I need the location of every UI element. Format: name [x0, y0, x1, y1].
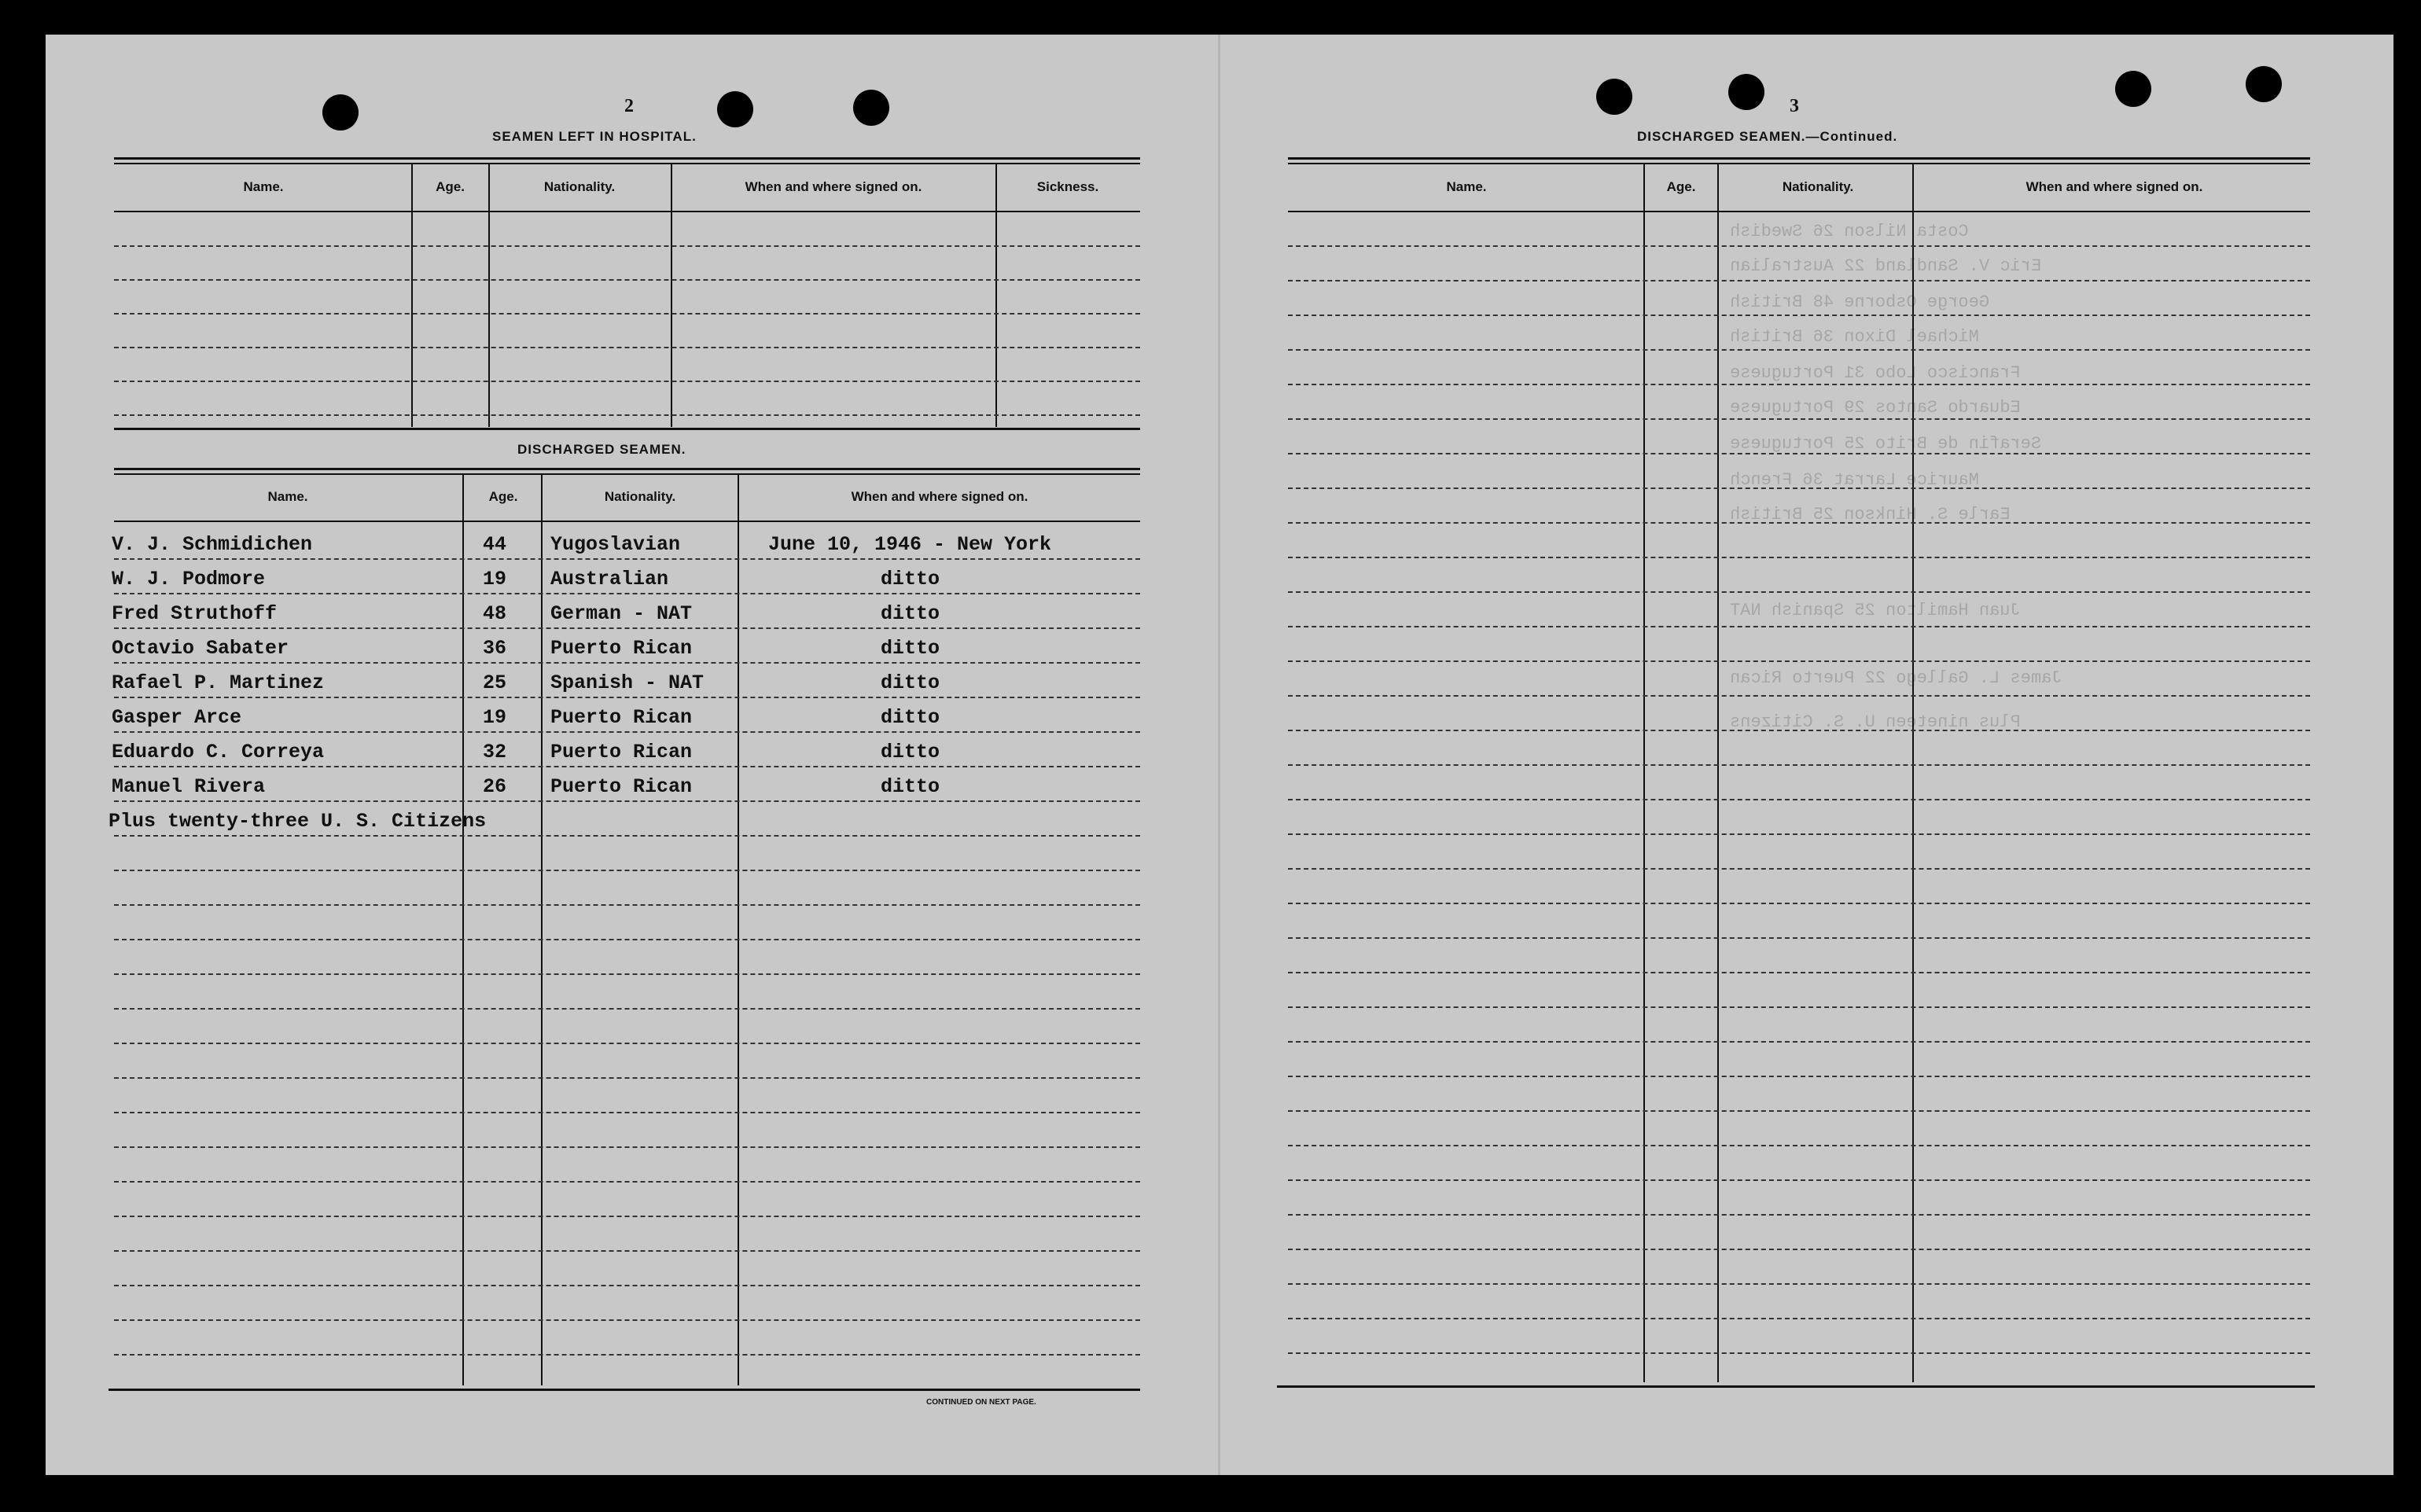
page-number: 3 [1790, 96, 1799, 116]
punch-hole [2115, 71, 2151, 107]
discharged-row-line [114, 939, 1140, 940]
right-header-name: Name. [1446, 179, 1487, 194]
right-row-line [1288, 1214, 2310, 1216]
seaman-signed-on: June 10, 1946 - New York [768, 533, 1052, 556]
seaman-age: 25 [483, 671, 507, 694]
punch-hole [322, 94, 359, 131]
right-row-line [1288, 487, 2310, 489]
bleed-through: Michael Dixon 36 British [1730, 327, 1979, 347]
hospital-col-divider [995, 163, 997, 427]
right-row-line [1288, 730, 2310, 731]
hospital-row-line [114, 381, 1140, 382]
seaman-signed-on: ditto [881, 602, 940, 625]
discharged-table-top-rule [114, 468, 1140, 470]
right-row-line [1288, 833, 2310, 835]
seaman-name: Manuel Rivera [112, 775, 266, 798]
seaman-signed-on: ditto [881, 741, 940, 763]
punch-hole [853, 90, 889, 126]
hospital-table-top-rule-2 [114, 163, 1140, 164]
discharged-header-rule [114, 521, 1140, 522]
discharged-row-line [114, 835, 1140, 837]
right-header-signed-on: When and where signed on. [2025, 179, 2203, 194]
right-row-line [1288, 1041, 2310, 1043]
discharged-row-line [114, 1216, 1140, 1217]
discharged-row-line [114, 558, 1140, 560]
right-header-age: Age. [1666, 179, 1696, 194]
discharged-row-line [114, 1354, 1140, 1356]
right-row-line [1288, 626, 2310, 627]
punch-hole [1728, 74, 1764, 110]
plus-citizens-note: Plus twenty-three U. S. Citizens [109, 810, 487, 833]
bleed-through: Serafin de Brito 25 Portuguese [1730, 434, 2042, 454]
discharged-row-line [114, 1146, 1140, 1148]
discharged-row-line [114, 1181, 1140, 1183]
seaman-name: W. J. Podmore [112, 568, 266, 590]
seaman-nationality: Puerto Rican [550, 637, 693, 660]
hospital-header-nationality: Nationality. [543, 179, 616, 194]
discharged-header-signed-on: When and where signed on. [851, 489, 1028, 504]
bleed-through: Eduardo Santos 29 Portuguese [1730, 398, 2021, 418]
right-row-line [1288, 280, 2310, 281]
seaman-signed-on: ditto [881, 637, 940, 660]
hospital-table-top-rule [114, 157, 1140, 160]
seaman-name: Octavio Sabater [112, 637, 289, 660]
seaman-nationality: German - NAT [550, 602, 693, 625]
seaman-nationality: Australian [550, 568, 669, 590]
right-row-line [1288, 1145, 2310, 1146]
seaman-name: Gasper Arce [112, 706, 242, 729]
bleed-through: Juan Hamilton 25 Spanish NAT [1730, 601, 2021, 620]
right-row-line [1288, 591, 2310, 593]
right-row-line [1288, 1076, 2310, 1077]
right-row-line [1288, 418, 2310, 420]
right-row-line [1288, 1006, 2310, 1008]
hospital-row-line [114, 245, 1140, 247]
seaman-nationality: Yugoslavian [550, 533, 681, 556]
discharged-header-age: Age. [488, 489, 518, 504]
right-row-line [1288, 695, 2310, 697]
page-number: 2 [624, 96, 634, 116]
hospital-col-divider [488, 163, 490, 427]
seaman-age: 44 [483, 533, 507, 556]
right-row-line [1288, 349, 2310, 351]
right-row-line [1288, 1249, 2310, 1250]
discharged-row-line [114, 766, 1140, 767]
hospital-header-rule [114, 211, 1140, 212]
discharged-header-name: Name. [267, 489, 308, 504]
seaman-signed-on: ditto [881, 568, 940, 590]
discharged-row-line [114, 1112, 1140, 1113]
seaman-nationality: Spanish - NAT [550, 671, 705, 694]
discharged-row-line [114, 1319, 1140, 1321]
right-row-line [1288, 315, 2310, 316]
seaman-name: Eduardo C. Correya [112, 741, 325, 763]
discharged-row-line [114, 627, 1140, 629]
right-col-divider [1643, 163, 1645, 1382]
bleed-through: Plus nineteen U. S. Citizens [1730, 712, 2021, 732]
seaman-name: Rafael P. Martinez [112, 671, 325, 694]
discharged-row-line [114, 1250, 1140, 1252]
hospital-col-divider [411, 163, 413, 427]
bleed-through: Earle S. Hinkson 25 British [1730, 505, 2011, 524]
seaman-name: Fred Struthoff [112, 602, 278, 625]
discharged-row-line [114, 662, 1140, 664]
hospital-row-line [114, 347, 1140, 348]
bleed-through: James L. Gallego 22 Puerto Rican [1730, 668, 2062, 688]
right-row-line [1288, 868, 2310, 870]
right-row-line [1288, 660, 2310, 662]
right-row-line [1288, 903, 2310, 904]
seaman-age: 26 [483, 775, 507, 798]
right-header-rule [1288, 211, 2310, 212]
right-table-bottom-rule [1277, 1385, 2315, 1388]
hospital-header-sickness: Sickness. [1036, 179, 1099, 194]
right-row-line [1288, 799, 2310, 800]
right-table-top-rule [1288, 157, 2310, 160]
discharged-row-line [114, 1285, 1140, 1286]
seaman-age: 19 [483, 706, 507, 729]
hospital-row-line [114, 414, 1140, 416]
seaman-age: 32 [483, 741, 507, 763]
hospital-section-title: SEAMEN LEFT IN HOSPITAL. [492, 129, 697, 144]
discharged-header-nationality: Nationality. [604, 489, 676, 504]
punch-hole [2246, 66, 2282, 102]
discharged-row-line [114, 731, 1140, 733]
discharged-row-line [114, 697, 1140, 698]
right-row-line [1288, 245, 2310, 247]
right-table-top-rule-2 [1288, 163, 2310, 164]
discharged-row-line [114, 800, 1140, 802]
continued-footer: CONTINUED ON NEXT PAGE. [926, 1398, 1036, 1407]
seaman-age: 48 [483, 602, 507, 625]
seaman-signed-on: ditto [881, 671, 940, 694]
bleed-through: Francisco Lobo 31 Portuguese [1730, 363, 2021, 383]
discharged-row-line [114, 1077, 1140, 1079]
discharged-col-divider [738, 473, 739, 1385]
right-row-line [1288, 937, 2310, 939]
hospital-row-line [114, 313, 1140, 315]
right-row-line [1288, 522, 2310, 524]
right-row-line [1288, 1179, 2310, 1181]
right-row-line [1288, 764, 2310, 766]
bleed-through: Eric V. Sandland 22 Australian [1730, 256, 2042, 276]
hospital-header-name: Name. [243, 179, 284, 194]
hospital-header-signed-on: When and where signed on. [745, 179, 922, 194]
seaman-signed-on: ditto [881, 706, 940, 729]
right-row-line [1288, 1110, 2310, 1112]
punch-hole [1596, 79, 1632, 115]
right-page [1220, 35, 2393, 1475]
discharged-col-divider [462, 473, 464, 1385]
hospital-col-divider [671, 163, 672, 427]
punch-hole [717, 91, 753, 127]
discharged-row-line [114, 1008, 1140, 1010]
seaman-nationality: Puerto Rican [550, 775, 693, 798]
discharged-row-line [114, 870, 1140, 871]
discharged-row-line [114, 973, 1140, 975]
hospital-table-bottom-rule [114, 428, 1140, 430]
bleed-through: George Osborne 48 British [1730, 292, 1990, 312]
seaman-age: 19 [483, 568, 507, 590]
discharged-section-title: DISCHARGED SEAMEN. [517, 442, 686, 457]
seaman-nationality: Puerto Rican [550, 706, 693, 729]
bleed-through: Maurice Larrat 36 French [1730, 470, 1979, 490]
discharged-col-divider [541, 473, 543, 1385]
discharged-row-line [114, 1043, 1140, 1044]
right-col-divider [1717, 163, 1719, 1382]
seaman-age: 36 [483, 637, 507, 660]
right-row-line [1288, 972, 2310, 973]
hospital-row-line [114, 279, 1140, 281]
bleed-through: Costa Nilson 26 Swedish [1730, 222, 1969, 241]
right-row-line [1288, 453, 2310, 454]
discharged-row-line [114, 593, 1140, 594]
seaman-nationality: Puerto Rican [550, 741, 693, 763]
discharged-continued-title: DISCHARGED SEAMEN.—Continued. [1637, 129, 1898, 144]
discharged-table-bottom-rule [109, 1389, 1140, 1391]
right-row-line [1288, 1283, 2310, 1285]
right-header-nationality: Nationality. [1782, 179, 1854, 194]
discharged-row-line [114, 904, 1140, 906]
right-col-divider [1912, 163, 1914, 1382]
seaman-signed-on: ditto [881, 775, 940, 798]
right-row-line [1288, 557, 2310, 558]
hospital-header-age: Age. [436, 179, 465, 194]
right-row-line [1288, 1318, 2310, 1319]
right-row-line [1288, 1352, 2310, 1354]
discharged-table-top-rule-2 [114, 473, 1140, 475]
right-row-line [1288, 384, 2310, 385]
seaman-name: V. J. Schmidichen [112, 533, 313, 556]
